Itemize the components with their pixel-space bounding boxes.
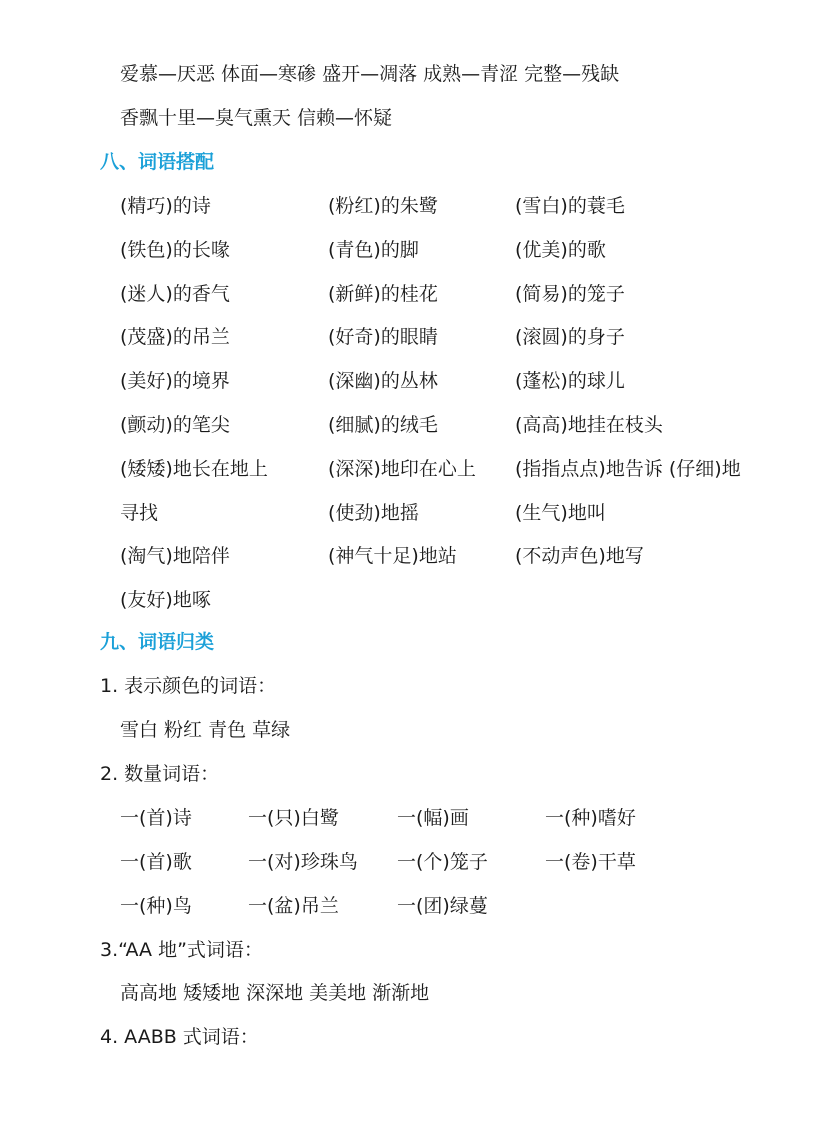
- collocation-cell: 寻找: [120, 502, 159, 524]
- collocation-cell: (蓬松)的球儿: [515, 370, 625, 392]
- collocation-cell: (使劲)地摇: [328, 502, 419, 524]
- collocation-cell: (精巧)的诗: [120, 195, 211, 217]
- collocation-cell: (简易)的笼子: [515, 283, 625, 305]
- collocation-cell: (细腻)的绒毛: [328, 414, 438, 436]
- collocation-cell: (好奇)的眼睛: [328, 326, 438, 348]
- quantity-word-cell: 一(种)鸟: [120, 895, 192, 917]
- collocation-cell: (友好)地啄: [120, 589, 211, 611]
- collocation-cell: (美好)的境界: [120, 370, 230, 392]
- collocation-cell: (铁色)的长喙: [120, 239, 230, 261]
- color-words: 雪白 粉红 青色 草绿: [120, 719, 291, 741]
- collocation-cell: (茂盛)的吊兰: [120, 326, 230, 348]
- aa-words: 高高地 矮矮地 深深地 美美地 渐渐地: [120, 982, 430, 1004]
- collocation-cell: (不动声色)地写: [515, 545, 644, 567]
- item-2-title: 2. 数量词语：: [100, 763, 220, 785]
- quantity-word-cell: 一(团)绿蔓: [397, 895, 488, 917]
- quantity-word-cell: 一(只)白鹭: [248, 807, 339, 829]
- collocation-cell: (生气)地叫: [515, 502, 606, 524]
- collocation-cell: (淘气)地陪伴: [120, 545, 230, 567]
- collocation-cell: (优美)的歌: [515, 239, 606, 261]
- section-9-heading: 九、词语归类: [100, 631, 215, 653]
- collocation-cell: (神气十足)地站: [328, 545, 457, 567]
- collocation-cell: (指指点点)地告诉 (仔细)地: [515, 458, 741, 480]
- antonym-line-1: 爱慕—厌恶 体面—寒碜 盛开—凋落 成熟—青涩 完整—残缺: [120, 63, 620, 85]
- collocation-cell: (新鲜)的桂花: [328, 283, 438, 305]
- collocation-cell: (矮矮)地长在地上: [120, 458, 268, 480]
- item-3-title: 3.“AA 地”式词语：: [100, 939, 263, 961]
- quantity-word-cell: 一(幅)画: [397, 807, 469, 829]
- collocation-cell: (粉红)的朱鹭: [328, 195, 438, 217]
- quantity-word-cell: 一(种)嗜好: [545, 807, 636, 829]
- collocation-cell: (高高)地挂在枝头: [515, 414, 663, 436]
- collocation-cell: (迷人)的香气: [120, 283, 230, 305]
- quantity-word-cell: 一(对)珍珠鸟: [248, 851, 358, 873]
- quantity-word-cell: 一(首)歌: [120, 851, 192, 873]
- collocation-cell: (滚圆)的身子: [515, 326, 625, 348]
- item-1-title: 1. 表示颜色的词语：: [100, 675, 277, 697]
- collocation-cell: (深深)地印在心上: [328, 458, 476, 480]
- collocation-cell: (颤动)的笔尖: [120, 414, 230, 436]
- antonym-line-2: 香飘十里—臭气熏天 信赖—怀疑: [120, 107, 393, 129]
- collocation-cell: (深幽)的丛林: [328, 370, 438, 392]
- collocation-cell: (青色)的脚: [328, 239, 419, 261]
- quantity-word-cell: 一(个)笼子: [397, 851, 488, 873]
- collocation-cell: (雪白)的蓑毛: [515, 195, 625, 217]
- quantity-word-cell: 一(盆)吊兰: [248, 895, 339, 917]
- quantity-word-cell: 一(卷)干草: [545, 851, 636, 873]
- quantity-word-cell: 一(首)诗: [120, 807, 192, 829]
- item-4-title: 4. AABB 式词语：: [100, 1026, 259, 1048]
- section-8-heading: 八、词语搭配: [100, 151, 215, 173]
